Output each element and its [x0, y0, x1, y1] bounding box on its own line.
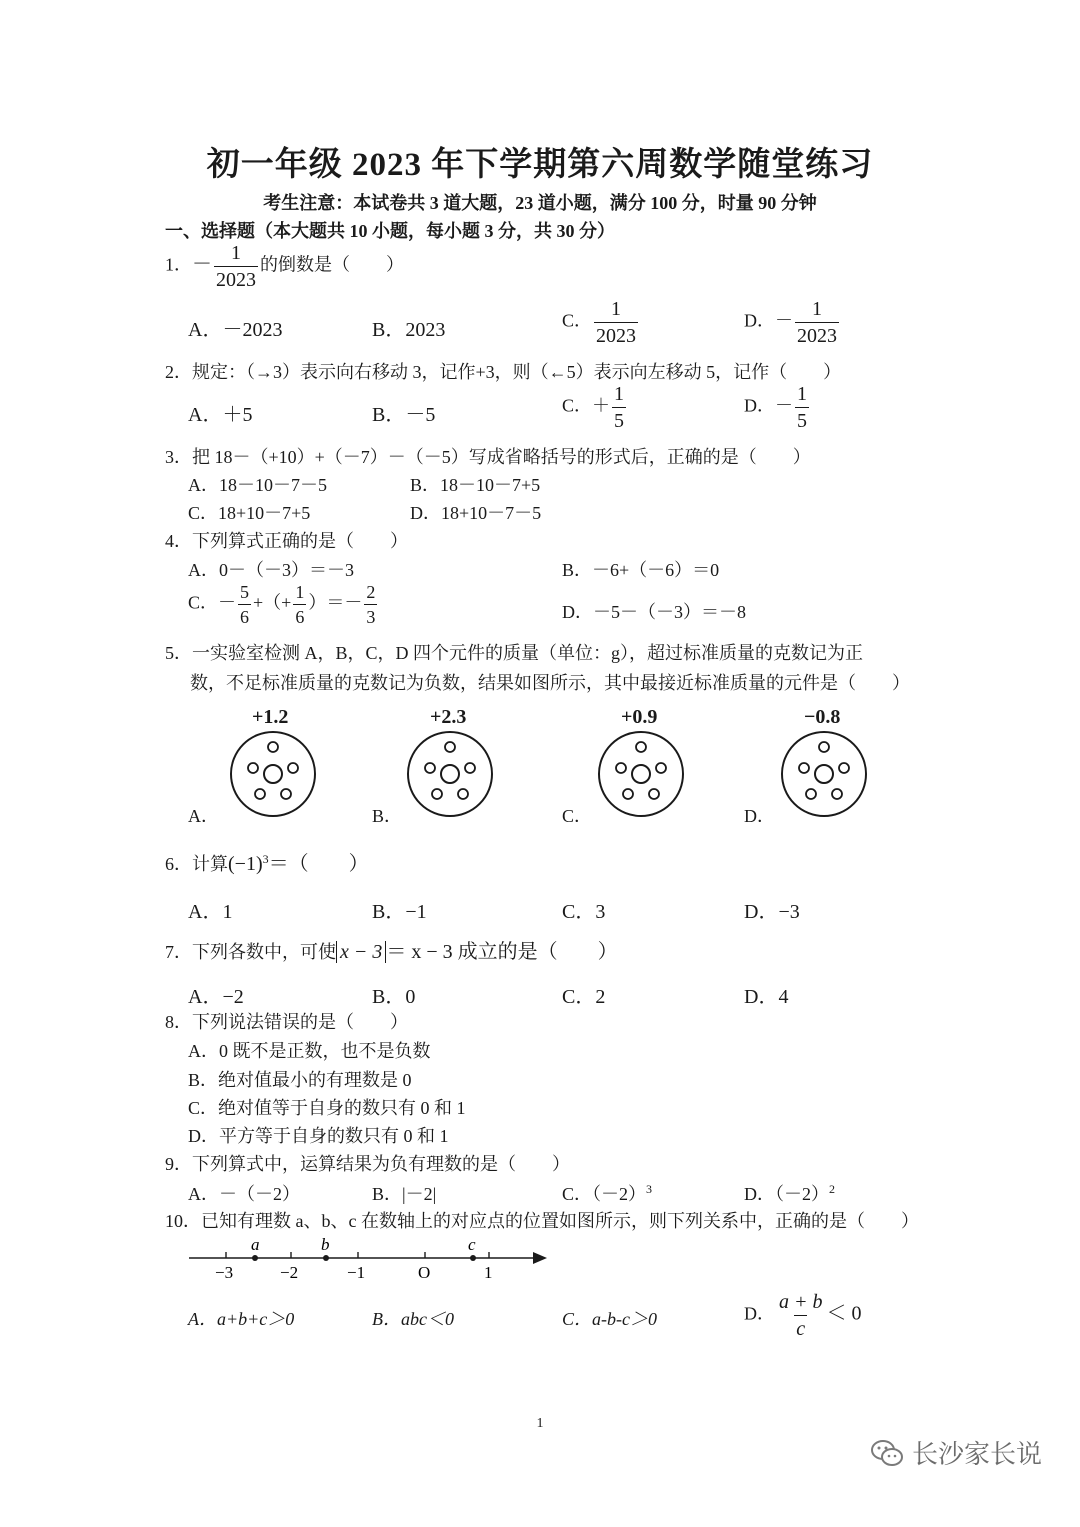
question-4-stem: 4．下列算式正确的是（ ） — [165, 531, 408, 551]
point-a-label: a — [251, 1235, 260, 1254]
q10-option-d: D． $\frac{a + b}{c}$ ＜ 0 — [744, 1291, 862, 1340]
q4-option-b: B．－6+（－6）＝0 — [562, 560, 720, 580]
q3-option-d: D．18+10－7－5 — [410, 503, 542, 523]
q5-option-b: B． — [372, 806, 403, 826]
component-b-value: +2.3 — [430, 706, 467, 728]
question-8-stem: 8．下列说法错误的是（ ） — [165, 1012, 408, 1032]
question-7-stem: 7．下列各数中，可使 x − 3 ＝ x − 3 成立的是（ ） — [165, 941, 618, 963]
question-10-stem: 10．已知有理数 a、b、c 在数轴上的对应点的位置如图所示，则下列关系中，正确的是（ ） — [165, 1211, 919, 1231]
exam-notice: 考生注意：本试卷共 3 道大题，23 道小题，满分 100 分，时量 90 分钟 — [263, 193, 817, 213]
tick-label: −2 — [280, 1263, 299, 1282]
fraction: $\frac{1}{2023}$ — [216, 242, 256, 291]
component-disk-icon — [229, 730, 317, 818]
q2-option-c: C．＋ $\frac{1}{5}$ — [562, 383, 625, 432]
q1-option-d: D．－ $\frac{1}{2023}$ — [744, 298, 837, 347]
wechat-icon — [870, 1439, 904, 1467]
point-a-dot — [252, 1255, 258, 1261]
q9-option-d: D．$(-2)^2$ — [744, 1182, 835, 1204]
watermark-text: 长沙家长说 — [912, 1440, 1043, 1470]
q2-option-b: B．－5 — [372, 404, 436, 426]
point-c-dot — [470, 1255, 476, 1261]
q8-option-d: D．平方等于自身的数只有 0 和 1 — [188, 1126, 449, 1146]
tick-label: O — [418, 1263, 431, 1282]
q6-option-a: A．1 — [188, 901, 233, 923]
q8-option-a: A．0 既不是正数，也不是负数 — [188, 1041, 431, 1061]
q3-option-b: B．18－10－7+5 — [410, 475, 541, 495]
q5-option-a: A． — [188, 806, 219, 826]
number-line-arrow — [533, 1252, 547, 1264]
q9-option-a: A．－（－2） — [188, 1184, 300, 1204]
point-c-label: c — [468, 1235, 476, 1254]
page-title: 初一年级 2023 年下学期第六周数学随堂练习 — [206, 147, 874, 183]
component-disk-icon — [597, 730, 685, 818]
q2-option-a: A．＋5 — [188, 404, 253, 426]
q1-option-c: C． $\frac{1}{2023}$ — [562, 298, 637, 347]
q8-option-c: C．绝对值等于自身的数只有 0 和 1 — [188, 1098, 466, 1118]
question-3-stem: 3．把 18－（+10）+（－7）－（－5）写成省略括号的形式后，正确的是（ ） — [165, 447, 811, 467]
section-heading: 一、选择题（本大题共 10 小题，每小题 3 分，共 30 分） — [165, 221, 615, 241]
point-b-dot — [323, 1255, 329, 1261]
q4-option-d: D．－5－（－3）＝－8 — [562, 602, 746, 622]
q7-option-d: D．4 — [744, 986, 789, 1008]
q5-option-c: C． — [562, 806, 593, 826]
q7-option-b: B．0 — [372, 986, 416, 1008]
q6-option-c: C．3 — [562, 901, 606, 923]
q3-option-a: A．18－10－7－5 — [188, 475, 327, 495]
question-1-stem: 1．－ $\frac{1}{2023}$ 的倒数是（ ） — [165, 242, 404, 291]
component-c-value: +0.9 — [621, 706, 658, 728]
q6-option-d: D．−3 — [744, 901, 800, 923]
q9-option-b: B．|－2| — [372, 1184, 437, 1204]
question-5-line-1: 5．一实验室检测 A，B，C，D 四个元件的质量（单位：g），超过标准质量的克数记为正 — [165, 643, 864, 663]
tick-label: 1 — [484, 1263, 493, 1282]
question-2-stem: 2．规定：（→3）表示向右移动 3，记作+3，则（←5）表示向左移动 5，记作（ ） — [165, 362, 842, 382]
q10-option-b: B．abc＜0 — [372, 1309, 454, 1329]
tick-label: −3 — [215, 1263, 234, 1282]
component-d-value: −0.8 — [804, 706, 841, 728]
component-a-value: +1.2 — [252, 706, 289, 728]
q3-option-c: C．18+10－7+5 — [188, 503, 311, 523]
question-9-stem: 9．下列算式中，运算结果为负有理数的是（ ） — [165, 1154, 570, 1174]
question-6-stem: 6．计算$(-1)^3=$（ ） — [165, 852, 369, 875]
page-number: 1 — [536, 1416, 544, 1431]
q9-option-c: C．$(-2)^3$ — [562, 1182, 653, 1204]
component-disk-icon — [406, 730, 494, 818]
q1-option-b: B．2023 — [372, 319, 446, 341]
q8-option-b: B．绝对值最小的有理数是 0 — [188, 1070, 412, 1090]
q7-option-c: C．2 — [562, 986, 606, 1008]
q4-option-c: C．－ $\frac{5}{6}$ +（+ $\frac{1}{6}$ ）＝－ $\frac{2}{3}$ — [188, 582, 376, 627]
q10-option-a: A．a+b+c＞0 — [188, 1309, 295, 1329]
tick-label: −1 — [347, 1263, 366, 1282]
q7-option-a: A．−2 — [188, 986, 244, 1008]
number-line-diagram — [185, 1234, 555, 1286]
q1-option-a: A．－2023 — [188, 319, 283, 341]
question-5-line-2: 数，不足标准质量的克数记为负数，结果如图所示，其中最接近标准质量的元件是（ ） — [190, 673, 910, 693]
watermark — [870, 1434, 1042, 1471]
q4-option-a: A．0－（－3）＝－3 — [188, 560, 354, 580]
point-b-label: b — [321, 1235, 330, 1254]
q10-option-c: C．a-b-c＞0 — [562, 1309, 657, 1329]
q2-option-d: D．－ $\frac{1}{5}$ — [744, 383, 807, 432]
q5-option-d: D． — [744, 806, 775, 826]
component-disk-icon — [780, 730, 868, 818]
q6-option-b: B．−1 — [372, 901, 427, 923]
